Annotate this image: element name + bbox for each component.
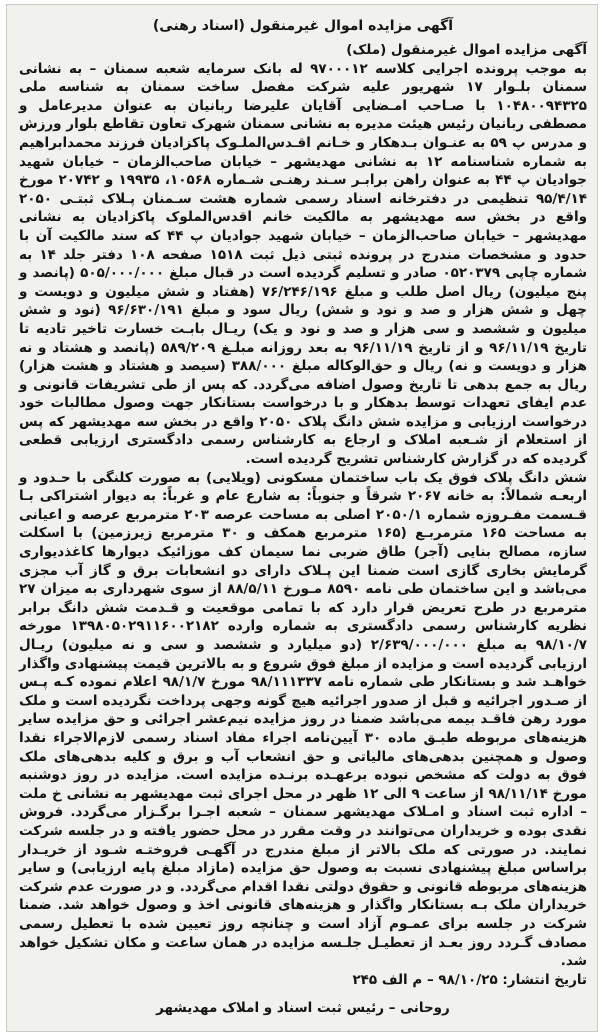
publish-date: تاریخ انتشار: ۹۸/۱۰/۲۵ – م الف ۲۴۵ <box>352 971 587 988</box>
notice-subtitle: آگهی مزایده اموال غیرمنقول (ملک) <box>346 42 587 58</box>
notice-paragraph-property-description: شش دانگ پلاک فوق یک باب ساختمان مسکونی (ویلایی) به صورت کلنگی با حـدود و اربعـه شمالاً: به خانه ۲۰۶۷ شرقاً و جنوباً: به شارع عام و غرباً: به دیوار اشتراکی بـا قـسمت مفـروزه شماره ۲۰۵۰/۱ اصلی به مساحت عرصه ۲۰۳ مترمربع عرصه و اعیانی به مساحت ۱۶۵ مترمربـع (۱۶۵ مترمربع همکف و ۳۰ مترمربع زیرزمین) با اسکلت سازه، مصالح بنایی (آجر) طاق ضربی نما سیمان کف موزائیک دیوارها کاغذدیواری گرمایش بخاری گازی است ضمنا این پـلاک دارای دو انشعابات برق و گاز آب مجزی می‌باشد و این ساختمان طی نامه ۸۵۹۰ مـورخ ۸۸/۵/۱۱ از سوی شهرداری به میزان ۲۷ مترمربع در طرح تعریض قرار دارد که با تمامی موقعیت و قـدمت شش دانگ برابر نظریه کارشناس رسمی دادگستری به شماره وارده ۱۳۹۸۰۵۰۲۹۱۱۶۰۰۲۱۸۲ مورخه ۹۸/۱۰/۷ به مبلغ ۲/۶۳۹/۰۰۰/۰۰۰ (دو میلیارد و ششصد و سی و نه میلیون) ریـال ارزیابی گردیده است و مزایده از مبلغ فوق شروع و به بالاترین قیمت پیشنهادی واگذار خواهـد شد و بستانکار طی شماره نامه ۹۸/۱۱۱۳۳۷ مورخ ۹۸/۱/۷ اعلام نموده کـه پـس از صـدور اجرائیه و قبل از صدور اجرائیه هیچ گونه وجهی پرداخت نگردیده است و ملک مورد رهن فاقـد بیمه می‌باشد ضمنا در روز مزایده نیم‌عشر اجرائی و حق مزایده سایر هزینه‌های مربوطه طبـق ماده ۳۰ آیین‌نامه اجراء مفاد اسناد رسمی لازم‌الاجراء نقدا وصول و همچنین بدهی‌های مالیاتی و حق انشعاب آب و برق و کلیه بدهی‌های ملک فوق به دولت که مشخص نبوده برعهـده برنـده مزایده است. مزایده در روز دوشنبه مورخ ۹۸/۱۱/۱۴ از ساعت ۹ الی ۱۲ ظهر در محل اجرای ثبت مهدیشهر به نشانی خ ملت – اداره ثبت اسناد و امـلاک مهدیشهر سمنان – شعبه اجـرا برگـزار می‌گردد. فروش نقدی بوده و خریداران می‌توانند در وقت مقرر در محل حضور یافته و در جلسه شرکت نمایند. در صورتی که ملک بالاتر از مبلغ مندرج در آگهـی فروختـه شـود از خریـدار براساس مبلغ پیشنهادی نسبت به وصول حق مزایده (مازاد مبلغ پایه ارزیابی) و سایر هزینه‌های مربوطه قانونی و حقوق دولتی نقدا اقدام می‌گردد. و در صورت عدم شرکت خریداران ملک بـه بستانکار واگذار و هزینه‌های قانونی اخذ و وصول خواهد شد. ضمنا شرکت در جلسه برای عمـوم آزاد است و چنانچه روز تعیین شده با تعطیل رسمی مصادف گـردد روز بعـد از تعطیـل جلـسه مزایده در همان ساعت و مکان تشکیل خواهد شد. <box>19 469 588 970</box>
signature-line: روحانی – رئیس ثبت اسناد و املاک مهدیشهر <box>156 1000 450 1017</box>
notice-paragraph-case-details: به موجب پرونده اجرایی کلاسه ۹۷۰۰۰۱۲ له بانک سرمایه شعبه سمنان – به نشانی سمنان بلـوار ۱۷ شهریور علیه شرکت مفصل ساخت سمنان به شناسه ملی ۱۰۴۸۰۰۹۴۳۲۵ با صـاحب امـضایی آقایان علیرضا ربانیان به عنوان مدیرعامل و مصطفی ربانیان رئیس هیئت مدیره به نشانی سمنان شهرک تعاون تقاطع بلوار ورزش و مدرس پ ۵۹ به عنـوان بـدهکار و خـانم اقـدس‌الملـوک پاکزادیان فرزند محمدابراهیم به شماره شناسنامه ۱۲ به نشانی مهدیشهر – خیابان صاحب‌الزمان – خیابان شهید جوادیان پ ۴۴ به عنوان راهن برابـر سـند رهنـی شـماره ۱۰۵۶۸، ۱۹۹۳۵ و ۲۰۷۴۲ مورخ ۹۵/۴/۱۴ تنظیمی در دفترخانه اسناد رسمی شماره هشت سـمنان پـلاک ثبتـی ۲۰۵۰ واقع در بخش سه مهدیشهر به مالکیت خانم اقدس‌الملوک پاکزادیان به نشانی مهدیشهر – خیابان صاحب‌الزمان – خیابان شهید جوادیان پ ۴۴ که سند مالکیت آن با حدود و مشخصات مندرج در پرونده ثبتی ذیل ثبت ۱۵۱۸ صفحه ۱۰۸ دفتر جلد ۱۴ به شماره چاپی ۰۵۲۰۳۷۹ صادر و تسلیم گردیده است در قبال مبلغ ۵۰۵/۰۰۰/۰۰۰ (پانصد و پنج میلیون) ریال اصل طلب و مبلغ ۷۶/۲۴۶/۱۹۶ (هفتاد و شش میلیون و دویست و چهل و شش هزار و صد و نود و شش) ریال سود و مبلغ ۹۶/۶۳۰/۱۹۱ (نود و شش میلیون و ششصد و سی هزار و صد و نود و یک) ریـال بابـت خسارت تاخیر تادیه تا تاریخ ۹۶/۱۱/۱۹ و از تاریخ ۹۶/۱۱/۱۹ به بعد روزانه مبلـغ ۵۸۹/۲۰۹ (پانصد و هشتاد و نه هزار و دویست و نه) ریال و حق‌الوکاله مبلغ ۳۸۸/۰۰۰ (سیصد و هشتاد و هشت هزار) ریال به جمع بدهی تا تاریخ وصول اضافه می‌گردد. که پس از طی تشریفات قانونی و عدم ایفای تعهدات توسط بدهکار و با درخواست بستانکار جهت وصول مطالبات خود درخواست ارزیابی و مزایده شش دانگ پلاک ۲۰۵۰ واقع در بخش سه مهدیشهر که پس از استعلام از شـعبه املاک و ارجاع به کارشناس رسمی دادگستری ارزیابی قطعی گردیده که در گزارش کارشناس تشریح گردیده است. <box>19 60 588 468</box>
notice-title: آگهی مزایده اموال غیرمنقول (اسناد رهنی) <box>152 18 454 34</box>
auction-notice-clipping <box>6 4 598 1032</box>
